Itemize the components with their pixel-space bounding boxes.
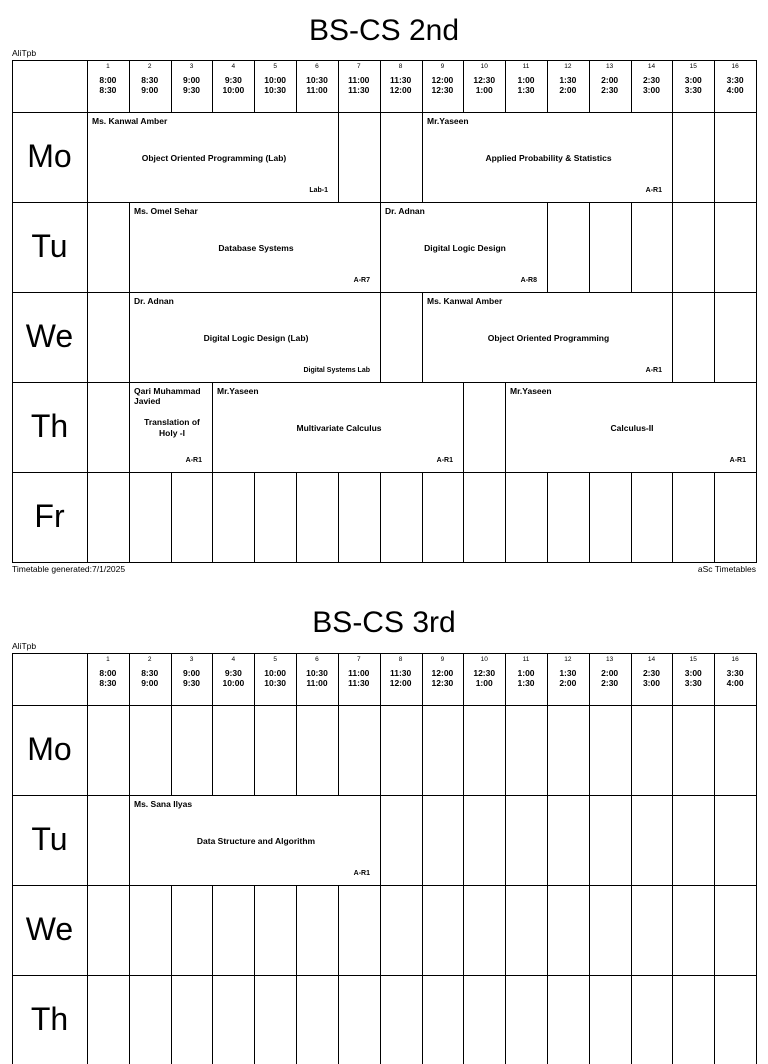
grid-border bbox=[12, 653, 757, 654]
period-number: 16 bbox=[731, 63, 739, 70]
grid-line bbox=[87, 653, 88, 1064]
period-time: 12:30 1:00 bbox=[473, 75, 496, 95]
lesson-teacher: Mr.Yaseen bbox=[510, 386, 552, 396]
lesson-room: A-R1 bbox=[645, 367, 662, 374]
lesson-subject: Database Systems bbox=[218, 243, 294, 253]
day-label: Th bbox=[30, 408, 69, 444]
lesson-card[interactable] bbox=[129, 292, 381, 383]
grid-line bbox=[12, 975, 757, 976]
lesson-teacher: Ms. Omel Sehar bbox=[134, 206, 198, 216]
grid-border bbox=[756, 60, 757, 562]
period-number: 3 bbox=[189, 63, 194, 70]
day-label: Tu bbox=[31, 228, 68, 264]
lesson-teacher: Ms. Kanwal Amber bbox=[427, 296, 503, 306]
day-label: Th bbox=[30, 1001, 69, 1037]
period-number: 7 bbox=[356, 656, 361, 663]
period-number: 6 bbox=[315, 656, 319, 663]
period-time: 2:00 2:30 bbox=[601, 668, 619, 688]
grid-line bbox=[12, 705, 757, 706]
period-time: 8:30 9:00 bbox=[141, 75, 159, 95]
lesson-card[interactable] bbox=[129, 382, 213, 473]
period-number: 6 bbox=[315, 63, 319, 70]
period-number: 4 bbox=[231, 656, 236, 663]
grid-border bbox=[12, 60, 13, 562]
lesson-room: A-R1 bbox=[729, 457, 746, 464]
period-time: 8:00 8:30 bbox=[99, 668, 117, 688]
lesson-subject: Digital Logic Design (Lab) bbox=[203, 333, 309, 343]
period-time: 2:30 3:00 bbox=[642, 75, 660, 95]
period-time: 11:00 11:30 bbox=[348, 75, 370, 95]
lesson-card[interactable] bbox=[422, 112, 673, 203]
period-number: 12 bbox=[564, 656, 572, 663]
grid-line bbox=[12, 562, 757, 563]
period-time: 3:30 4:00 bbox=[726, 75, 744, 95]
grid-line bbox=[589, 653, 590, 1064]
grid-line bbox=[12, 795, 757, 796]
period-time: 12:00 12:30 bbox=[431, 75, 454, 95]
period-number: 11 bbox=[522, 63, 530, 70]
period-number: 2 bbox=[147, 656, 152, 663]
period-number: 13 bbox=[606, 656, 614, 663]
footer-brand: aSc Timetables bbox=[697, 564, 756, 574]
grid-line bbox=[547, 653, 548, 1064]
period-number: 3 bbox=[189, 656, 194, 663]
lesson-subject: Calculus-II bbox=[610, 423, 654, 433]
lesson-room: A-R8 bbox=[520, 277, 537, 284]
period-number: 12 bbox=[564, 63, 572, 70]
grid-line bbox=[505, 653, 506, 1064]
lesson-room: A-R1 bbox=[353, 870, 370, 877]
grid-line bbox=[422, 653, 423, 1064]
lesson-subject: Object Oriented Programming bbox=[487, 333, 610, 343]
period-time: 3:00 3:30 bbox=[684, 668, 702, 688]
period-time: 2:00 2:30 bbox=[601, 75, 619, 95]
period-number: 1 bbox=[106, 63, 110, 70]
lesson-subject: Multivariate Calculus bbox=[296, 423, 382, 433]
period-number: 5 bbox=[273, 63, 277, 70]
lesson-room: A-R1 bbox=[185, 457, 202, 464]
period-number: 15 bbox=[689, 656, 697, 663]
lesson-room: A-R7 bbox=[353, 277, 370, 284]
period-time: 3:30 4:00 bbox=[726, 668, 744, 688]
period-number: 8 bbox=[398, 63, 403, 70]
lesson-teacher: Ms. Kanwal Amber bbox=[92, 116, 168, 126]
lesson-card[interactable] bbox=[129, 202, 381, 293]
day-label: Tu bbox=[31, 821, 68, 857]
period-time: 3:00 3:30 bbox=[684, 75, 702, 95]
lesson-room: Digital Systems Lab bbox=[303, 367, 370, 374]
period-time: 10:30 11:00 bbox=[306, 668, 328, 688]
grid-line bbox=[631, 653, 632, 1064]
period-number: 9 bbox=[440, 63, 445, 70]
lesson-subject: Object Oriented Programming (Lab) bbox=[141, 153, 287, 163]
period-time: 2:30 3:00 bbox=[642, 668, 660, 688]
period-time: 11:30 12:00 bbox=[389, 668, 412, 688]
period-time: 8:30 9:00 bbox=[141, 668, 159, 688]
period-time: 9:30 10:00 bbox=[222, 75, 245, 95]
period-time: 12:30 1:00 bbox=[473, 668, 496, 688]
grid-line bbox=[672, 653, 673, 1064]
grid-line bbox=[714, 60, 715, 562]
lesson-subject: Applied Probability & Statistics bbox=[485, 153, 612, 163]
lesson-teacher: Ms. Sana Ilyas bbox=[134, 799, 193, 809]
grid-border bbox=[756, 653, 757, 1064]
period-number: 11 bbox=[522, 656, 530, 663]
period-number: 8 bbox=[398, 656, 403, 663]
section-title: BS-CS 3rd bbox=[312, 606, 456, 639]
period-time: 9:00 9:30 bbox=[183, 75, 201, 95]
period-number: 10 bbox=[480, 63, 488, 70]
period-time: 11:30 12:00 bbox=[389, 75, 412, 95]
period-number: 10 bbox=[480, 656, 488, 663]
grid-line bbox=[12, 885, 757, 886]
period-time: 1:30 2:00 bbox=[559, 668, 577, 688]
period-number: 13 bbox=[606, 63, 614, 70]
period-time: 1:30 2:00 bbox=[559, 75, 577, 95]
period-time: 9:30 10:00 bbox=[222, 668, 245, 688]
period-number: 2 bbox=[147, 63, 152, 70]
lesson-teacher: Mr.Yaseen bbox=[217, 386, 259, 396]
lesson-subject: Digital Logic Design bbox=[424, 243, 506, 253]
period-time: 9:00 9:30 bbox=[183, 668, 201, 688]
grid-line bbox=[714, 653, 715, 1064]
period-time: 8:00 8:30 bbox=[99, 75, 117, 95]
period-time: 11:00 11:30 bbox=[348, 668, 370, 688]
period-number: 4 bbox=[231, 63, 236, 70]
lesson-card[interactable] bbox=[129, 795, 381, 886]
lesson-subject: Translation of Holy -I bbox=[144, 417, 200, 438]
lesson-teacher: Dr. Adnan bbox=[385, 206, 425, 216]
school-label: AliTpb bbox=[12, 641, 37, 651]
footer-generated: Timetable generated:7/1/2025 bbox=[12, 564, 126, 574]
period-number: 7 bbox=[356, 63, 361, 70]
lesson-room: A-R1 bbox=[645, 187, 662, 194]
section-title: BS-CS 2nd bbox=[308, 14, 460, 47]
lesson-teacher: Qari Muhammad Javied bbox=[134, 386, 201, 406]
lesson-card[interactable] bbox=[422, 292, 673, 383]
day-label: Fr bbox=[34, 498, 65, 534]
lesson-card[interactable] bbox=[505, 382, 757, 473]
period-time: 10:30 11:00 bbox=[306, 75, 328, 95]
day-label: Mo bbox=[27, 731, 72, 767]
lesson-subject: Data Structure and Algorithm bbox=[196, 836, 316, 846]
lesson-room: A-R1 bbox=[436, 457, 453, 464]
period-number: 14 bbox=[647, 63, 656, 70]
period-number: 1 bbox=[106, 656, 110, 663]
lesson-room: Lab-1 bbox=[309, 187, 328, 194]
period-time: 1:00 1:30 bbox=[517, 668, 535, 688]
period-time: 12:00 12:30 bbox=[431, 668, 454, 688]
lesson-card[interactable] bbox=[380, 202, 548, 293]
lesson-card[interactable] bbox=[87, 112, 339, 203]
lesson-card[interactable] bbox=[212, 382, 464, 473]
day-label: We bbox=[25, 911, 74, 947]
period-number: 9 bbox=[440, 656, 445, 663]
school-label: AliTpb bbox=[12, 48, 37, 58]
day-label: Mo bbox=[27, 138, 72, 174]
period-number: 5 bbox=[273, 656, 277, 663]
grid-line bbox=[463, 653, 464, 1064]
day-label: We bbox=[25, 318, 74, 354]
lesson-teacher: Dr. Adnan bbox=[134, 296, 174, 306]
period-time: 10:00 10:30 bbox=[264, 75, 287, 95]
period-number: 15 bbox=[689, 63, 697, 70]
period-time: 1:00 1:30 bbox=[517, 75, 535, 95]
lesson-teacher: Mr.Yaseen bbox=[427, 116, 469, 126]
period-number: 14 bbox=[647, 656, 656, 663]
grid-border bbox=[12, 60, 757, 61]
period-time: 10:00 10:30 bbox=[264, 668, 287, 688]
period-number: 16 bbox=[731, 656, 739, 663]
